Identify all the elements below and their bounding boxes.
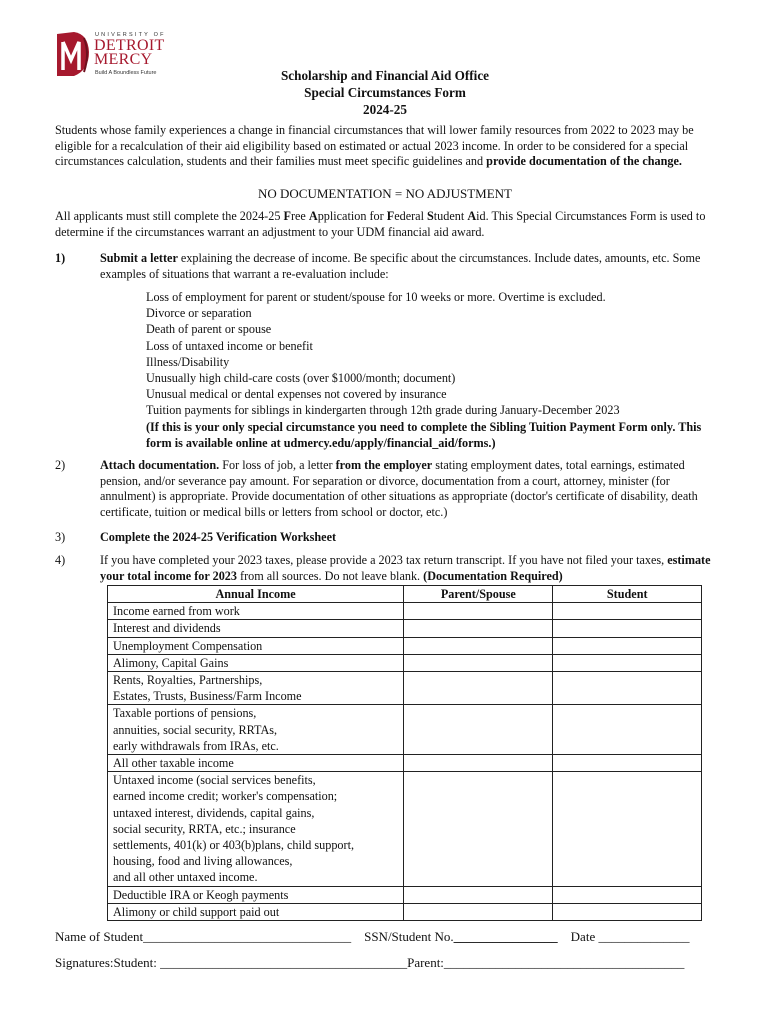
parent-signature-label: Parent: — [407, 955, 444, 970]
fafsa-a: A — [467, 209, 477, 223]
parent-amount-cell[interactable] — [404, 637, 553, 654]
table-row — [108, 654, 702, 671]
row-label — [108, 603, 404, 620]
student-amount-cell[interactable] — [553, 620, 702, 637]
item-number: 2) — [55, 458, 66, 472]
table-row — [108, 637, 702, 654]
ssn-field[interactable]: ________________ — [453, 929, 558, 944]
item-3-bold: Complete the 2024-25 Verification Worksheet — [100, 530, 337, 544]
student-amount-cell[interactable] — [553, 705, 702, 755]
row-label — [108, 886, 404, 903]
row-label-line: Unemployment Compensation — [113, 638, 263, 653]
intro-paragraph — [55, 123, 720, 170]
list-item: Unusually high child-care costs (over $1000/month; document) — [146, 371, 456, 386]
item-1-bold: Submit a letter — [100, 251, 178, 265]
item-1-text — [100, 251, 720, 282]
student-amount-cell[interactable] — [553, 772, 702, 886]
parent-amount-cell[interactable] — [404, 654, 553, 671]
parent-signature-field[interactable]: _____________________________________ — [443, 955, 685, 970]
item-4-text — [100, 553, 720, 584]
parent-amount-cell[interactable] — [404, 886, 553, 903]
student-amount-cell[interactable] — [553, 637, 702, 654]
row-label-line: social security, RRTA, etc.; insurance — [113, 821, 296, 836]
table-row — [108, 886, 702, 903]
office-title: Scholarship and Financial Aid Office — [280, 68, 490, 83]
fafsa-s: S — [427, 209, 434, 223]
row-label — [108, 620, 404, 637]
parent-amount-cell[interactable] — [404, 603, 553, 620]
row-label-line: Untaxed income (social services benefits, — [113, 773, 316, 788]
form-title: Special Circumstances Form — [304, 85, 466, 100]
table-row — [108, 603, 702, 620]
logo-tagline: Build A Boundless Future — [95, 70, 157, 76]
column-header: Annual Income — [108, 586, 404, 603]
parent-amount-cell[interactable] — [404, 903, 553, 920]
parent-amount-cell[interactable] — [404, 705, 553, 755]
date-label: Date — [570, 929, 599, 944]
table-header-row — [108, 586, 702, 603]
row-label-line: Income earned from work — [113, 604, 240, 619]
intro-text: Students whose family experiences a change in financial circumstances that will lower family resources from 2022 to 2023 may be eligible for a recalculation of their aid eligibility based on estimated or actual 2023 income. In order to be considered for a special circumstances calculation, students and their families must meet specific guidelines and — [55, 123, 694, 168]
parent-amount-cell[interactable] — [404, 672, 553, 705]
student-info-line — [55, 929, 689, 945]
name-label: Name of Student — [55, 929, 144, 944]
item-2-body2: stating employment dates, total earnings, estimated pension, and/or severance pay amount. For separation or divorce, documentation from a court, attorney, minister (for annulment) is appropriate. Provide documentation of other situations as appropriate (doctor's certificate of disability, death certificate, tuition or medical bills or letters from school or doctor, etc.) — [100, 458, 698, 519]
row-label-line: untaxed interest, dividends, capital gains, — [113, 805, 315, 820]
date-field[interactable]: ______________ — [598, 929, 690, 944]
table-row — [108, 705, 702, 755]
logo-mercy: MERCY — [94, 51, 153, 68]
student-amount-cell[interactable] — [553, 654, 702, 671]
item-4-body2: from all sources. Do not leave blank. — [236, 568, 424, 583]
item-4-bold2: (Documentation Required) — [423, 568, 563, 583]
fafsa-f: F — [283, 209, 291, 223]
signature-line — [55, 955, 684, 971]
list-item: Death of parent or spouse — [146, 322, 272, 337]
intro-bold: provide documentation of the change. — [486, 154, 682, 168]
item-4-bold: estimate your total income for 2023 — [100, 553, 711, 583]
applicants-paragraph — [55, 209, 720, 240]
applicants-text: id. This Special Circumstances Form is used to determine if the circumstances warrant an adjustment to your UDM financial aid award. — [55, 209, 706, 239]
form-year: 2024-25 — [363, 102, 407, 117]
list-item: Loss of employment for parent or student/spouse for 10 weeks or more. Overtime is excluded. — [146, 290, 606, 304]
logo-university-of: UNIVERSITY OF — [95, 32, 166, 38]
row-label-line: All other taxable income — [113, 756, 234, 771]
ssn-label: SSN/Student No. — [364, 929, 454, 944]
list-item: Unusual medical or dental expenses not covered by insurance — [146, 387, 447, 402]
item-2-text — [100, 458, 720, 520]
student-amount-cell[interactable] — [553, 603, 702, 620]
row-label-line: Alimony or child support paid out — [113, 904, 280, 919]
student-amount-cell[interactable] — [553, 903, 702, 920]
table-row — [108, 755, 702, 772]
item-1-body: explaining the decrease of income. Be specific about the circumstances. Include dates, amounts, etc. Some examples of situations that warrant a re-evaluation include: — [100, 251, 701, 281]
applicants-text: ree — [290, 209, 309, 223]
item-number: 4) — [55, 553, 66, 567]
table-row — [108, 772, 702, 886]
row-label-line: Estates, Trusts, Business/Farm Income — [113, 689, 302, 704]
list-item: Loss of untaxed income or benefit — [146, 338, 313, 353]
list-item: Tuition payments for siblings in kindergarten through 12th grade during January-December 2023 — [146, 403, 620, 418]
row-label — [108, 903, 404, 920]
table-row — [108, 672, 702, 705]
row-label — [108, 755, 404, 772]
applicants-text: pplication for — [317, 209, 387, 223]
row-label-line: annuities, social security, RRTAs, — [113, 722, 278, 737]
row-label-line: and all other untaxed income. — [113, 870, 258, 885]
logo-detroit: DETROIT — [94, 37, 165, 54]
table-row — [108, 903, 702, 920]
row-label-line: earned income credit; worker's compensation; — [113, 789, 338, 804]
column-header: Student — [553, 586, 702, 603]
applicants-text: All applicants must still complete the 2024-25 — [55, 209, 284, 223]
row-label-line: settlements, 401(k) or 403(b)plans, child support, — [113, 838, 355, 853]
row-label-line: Taxable portions of pensions, — [113, 706, 257, 721]
parent-amount-cell[interactable] — [404, 755, 553, 772]
row-label-line: early withdrawals from IRAs, etc. — [113, 738, 279, 753]
student-amount-cell[interactable] — [553, 886, 702, 903]
student-amount-cell[interactable] — [553, 672, 702, 705]
item-4-body: If you have completed your 2023 taxes, please provide a 2023 tax return transcript. If you have not filed your taxes, — [100, 553, 668, 567]
fafsa-a: A — [308, 209, 318, 223]
student-signature-field[interactable]: ______________________________________ — [160, 955, 408, 970]
item-2-bold2: from the employer — [335, 458, 433, 472]
applicants-text: tudent — [433, 209, 468, 223]
row-label-line: Rents, Royalties, Partnerships, — [113, 673, 263, 688]
fafsa-f: F — [386, 209, 395, 223]
income-table — [107, 585, 702, 921]
item-2-bold: Attach documentation. — [100, 458, 220, 472]
row-label — [108, 654, 404, 671]
row-label-line: housing, food and living allowances, — [113, 854, 293, 869]
list-item: Illness/Disability — [146, 354, 230, 369]
item-2-body: For loss of job, a letter — [219, 458, 336, 472]
sibling-note: (If this is your only special circumstance you need to complete the Sibling Tuition Payment Form only. This form is available online at udmercy.edu/apply/financial_aid/forms.) — [146, 419, 702, 450]
row-label — [108, 772, 404, 886]
no-documentation-notice: NO DOCUMENTATION = NO ADJUSTMENT — [257, 186, 512, 201]
logo-name — [94, 39, 165, 67]
parent-amount-cell[interactable] — [404, 620, 553, 637]
student-name-field[interactable]: ________________________________ — [143, 929, 352, 944]
table-row — [108, 620, 702, 637]
item-number: 1) — [55, 251, 66, 265]
row-label — [108, 705, 404, 755]
row-label-line: Interest and dividends — [113, 621, 221, 636]
student-amount-cell[interactable] — [553, 755, 702, 772]
student-signature-label: Signatures:Student: — [55, 955, 161, 970]
item-number: 3) — [55, 530, 66, 544]
column-header: Parent/Spouse — [404, 586, 553, 603]
row-label-line: Deductible IRA or Keogh payments — [113, 887, 289, 902]
row-label-line: Alimony, Capital Gains — [113, 655, 229, 670]
row-label — [108, 672, 404, 705]
item-3-text — [100, 530, 720, 546]
parent-amount-cell[interactable] — [404, 772, 553, 886]
list-item: Divorce or separation — [146, 306, 252, 321]
applicants-text: ederal — [394, 209, 428, 223]
situations-list — [146, 289, 736, 451]
row-label — [108, 637, 404, 654]
